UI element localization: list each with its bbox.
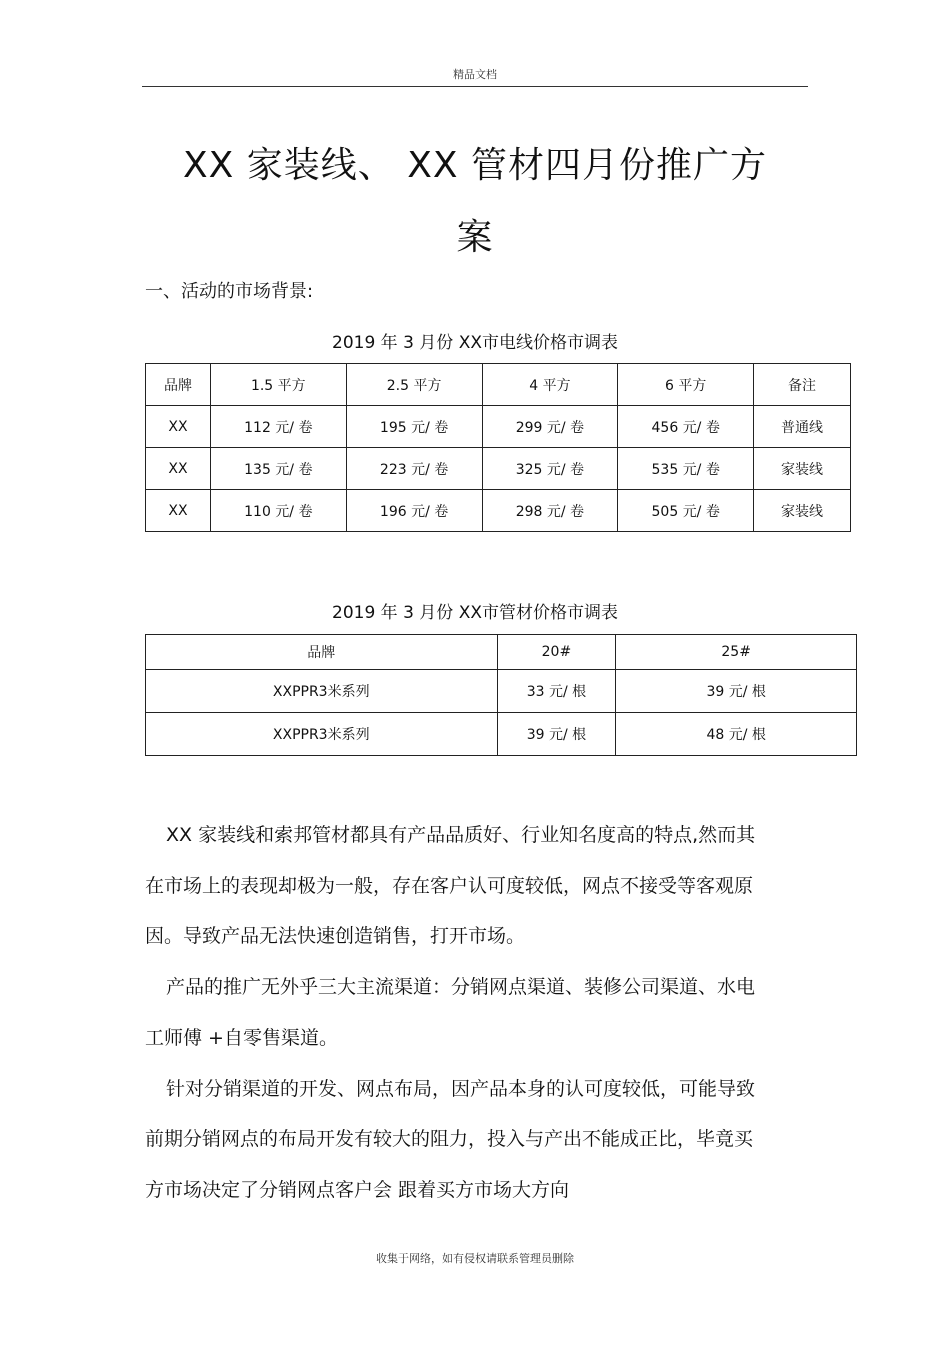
table-header-row — [146, 635, 857, 670]
table-cell: XXPPR3米系列 — [146, 670, 498, 713]
table-cell: 48 元/ 根 — [616, 713, 857, 756]
title-line-1: XX 家装线、 XX 管材四月份推广方 — [183, 145, 767, 186]
table-cell: 298 元/ 卷 — [482, 490, 618, 532]
table-header-row — [146, 364, 851, 406]
table-cell: XXPPR3米系列 — [146, 713, 498, 756]
header-cell: 备注 — [754, 364, 851, 406]
table-cell: XX — [146, 448, 211, 490]
table-cell: 505 元/ 卷 — [618, 490, 754, 532]
table-cell: 普通线 — [754, 406, 851, 448]
page-footer-label: 收集于网络，如有侵权请联系管理员删除 — [376, 1252, 574, 1265]
wire-price-table — [145, 363, 851, 532]
table-cell: 299 元/ 卷 — [482, 406, 618, 448]
header-cell: 1.5 平方 — [210, 364, 346, 406]
wire-table-caption: 2019 年 3 月份 XX市电线价格市调表 — [332, 333, 618, 353]
paragraph: 针对分销渠道的开发、网点布局，因产品本身的认可度较低，可能导致前期分销网点的布局开发有较大的阻力，投入与产出不能成正比，毕竟买方市场决定了分销网点客户会 跟着买方市场大方向 — [145, 1077, 756, 1201]
table-row — [146, 670, 857, 713]
header-cell: 25# — [616, 635, 857, 670]
body-text — [145, 810, 765, 1216]
header-cell: 2.5 平方 — [346, 364, 482, 406]
table-row — [146, 448, 851, 490]
table-row — [146, 406, 851, 448]
table-cell: 325 元/ 卷 — [482, 448, 618, 490]
title-line-2: 案 — [456, 217, 494, 258]
paragraph: XX 家装线和索邦管材都具有产品品质好、行业知名度高的特点,然而其在市场上的表现却极为一般，存在客户认可度较低，网点不接受等客观原因。导致产品无法快速创造销售，打开市场。 — [145, 824, 756, 948]
table-row — [146, 713, 857, 756]
header-cell: 20# — [497, 635, 616, 670]
table-cell: XX — [146, 490, 211, 532]
table-cell: 223 元/ 卷 — [346, 448, 482, 490]
table-cell: 33 元/ 根 — [497, 670, 616, 713]
table-cell: 112 元/ 卷 — [210, 406, 346, 448]
paragraph: 产品的推广无外乎三大主流渠道：分销网点渠道、装修公司渠道、水电工师傅 +自零售渠道。 — [145, 976, 756, 1049]
document-title — [130, 130, 820, 274]
page-header-label: 精品文档 — [453, 68, 497, 81]
table-row — [146, 490, 851, 532]
table-cell: 195 元/ 卷 — [346, 406, 482, 448]
pipe-price-table — [145, 634, 857, 756]
table-cell: 家装线 — [754, 490, 851, 532]
header-cell: 4 平方 — [482, 364, 618, 406]
table-cell: 196 元/ 卷 — [346, 490, 482, 532]
header-cell: 品牌 — [146, 364, 211, 406]
table-cell: 39 元/ 根 — [616, 670, 857, 713]
table-cell: 39 元/ 根 — [497, 713, 616, 756]
header-cell: 6 平方 — [618, 364, 754, 406]
table-cell: 110 元/ 卷 — [210, 490, 346, 532]
pipe-table-caption: 2019 年 3 月份 XX市管材价格市调表 — [332, 603, 618, 623]
table-cell: 家装线 — [754, 448, 851, 490]
table-cell: 456 元/ 卷 — [618, 406, 754, 448]
header-divider — [142, 86, 808, 87]
section-heading: 一、活动的市场背景: — [145, 281, 314, 302]
header-cell: 品牌 — [146, 635, 498, 670]
table-cell: 135 元/ 卷 — [210, 448, 346, 490]
table-cell: 535 元/ 卷 — [618, 448, 754, 490]
table-cell: XX — [146, 406, 211, 448]
